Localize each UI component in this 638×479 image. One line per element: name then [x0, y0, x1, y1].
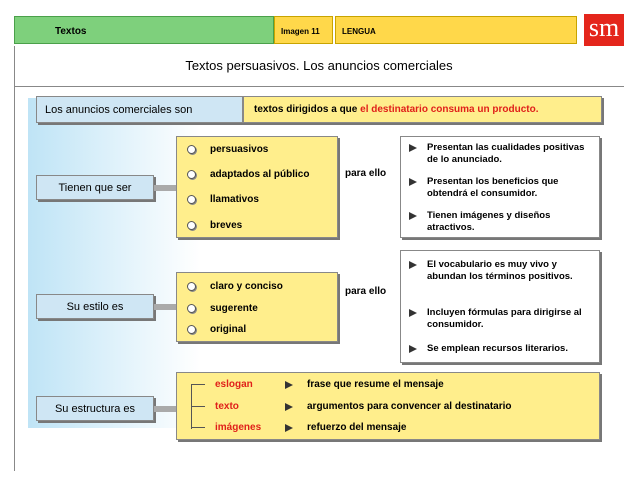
triangle-arrow-icon [409, 345, 417, 353]
list-item: persuasivos [187, 144, 268, 155]
circle-bullet-icon [187, 221, 196, 230]
structure-box [176, 372, 600, 440]
connector [154, 406, 176, 412]
means-box [400, 250, 600, 363]
list-item: claro y conciso [187, 281, 283, 292]
list-item: breves [187, 220, 242, 231]
divider [14, 86, 624, 87]
list-item: Tienen imágenes y diseños atractivos. [409, 210, 595, 234]
row-label-tienen: Tienen que ser [36, 175, 154, 200]
list-item: adaptados al público [187, 169, 309, 180]
circle-bullet-icon [187, 325, 196, 334]
triangle-arrow-icon [409, 261, 417, 269]
definition-highlight: el destinatario consuma un producto. [360, 104, 539, 115]
row-label-estilo: Su estilo es [36, 294, 154, 319]
list-item: sugerente [187, 303, 258, 314]
list-item: imágenes refuerzo del mensaje [191, 422, 406, 433]
list-item: eslogan frase que resume el mensaje [191, 379, 444, 390]
connector [154, 185, 176, 191]
circle-bullet-icon [187, 304, 196, 313]
definition-row [36, 96, 602, 123]
circle-bullet-icon [187, 170, 196, 179]
page-title: Textos persuasivos. Los anuncios comerciales [185, 58, 453, 73]
list-item: Presentan los beneficios que obtendrá el consumidor. [409, 176, 595, 200]
triangle-arrow-icon [409, 212, 417, 220]
para-ello-label: para ello [345, 286, 387, 297]
definition-text [243, 96, 602, 123]
means-box [400, 136, 600, 238]
list-item: Presentan las cualidades positivas de lo anunciado. [409, 142, 595, 166]
triangle-arrow-icon [409, 144, 417, 152]
connector [154, 304, 176, 310]
list-item: El vocabulario es muy vivo y abundan los términos positivos. [409, 259, 595, 283]
circle-bullet-icon [187, 282, 196, 291]
triangle-arrow-icon [409, 309, 417, 317]
definition-label: Los anuncios comerciales son [36, 96, 243, 123]
circle-bullet-icon [187, 145, 196, 154]
list-item: texto argumentos para convencer al destinatario [191, 401, 512, 412]
style-box [176, 272, 338, 342]
image-number: Imagen 11 [274, 16, 333, 44]
row-label-estructura: Su estructura es [36, 396, 154, 421]
triangle-arrow-icon [409, 178, 417, 186]
list-item: llamativos [187, 194, 259, 205]
section-tab: Textos [14, 16, 274, 44]
definition-prefix: textos dirigidos a que [254, 104, 361, 115]
header-bar [14, 16, 577, 44]
qualities-box [176, 136, 338, 238]
list-item: Se emplean recursos literarios. [409, 343, 595, 355]
list-item: Incluyen fórmulas para dirigirse al consumidor. [409, 307, 595, 331]
triangle-arrow-icon [285, 424, 293, 432]
para-ello-label: para ello [345, 168, 387, 179]
sm-logo: sm [584, 14, 624, 46]
triangle-arrow-icon [285, 381, 293, 389]
subject-tab: LENGUA [335, 16, 577, 44]
divider [14, 46, 15, 471]
list-item: original [187, 324, 246, 335]
triangle-arrow-icon [285, 403, 293, 411]
circle-bullet-icon [187, 195, 196, 204]
label-column-background [28, 98, 200, 428]
